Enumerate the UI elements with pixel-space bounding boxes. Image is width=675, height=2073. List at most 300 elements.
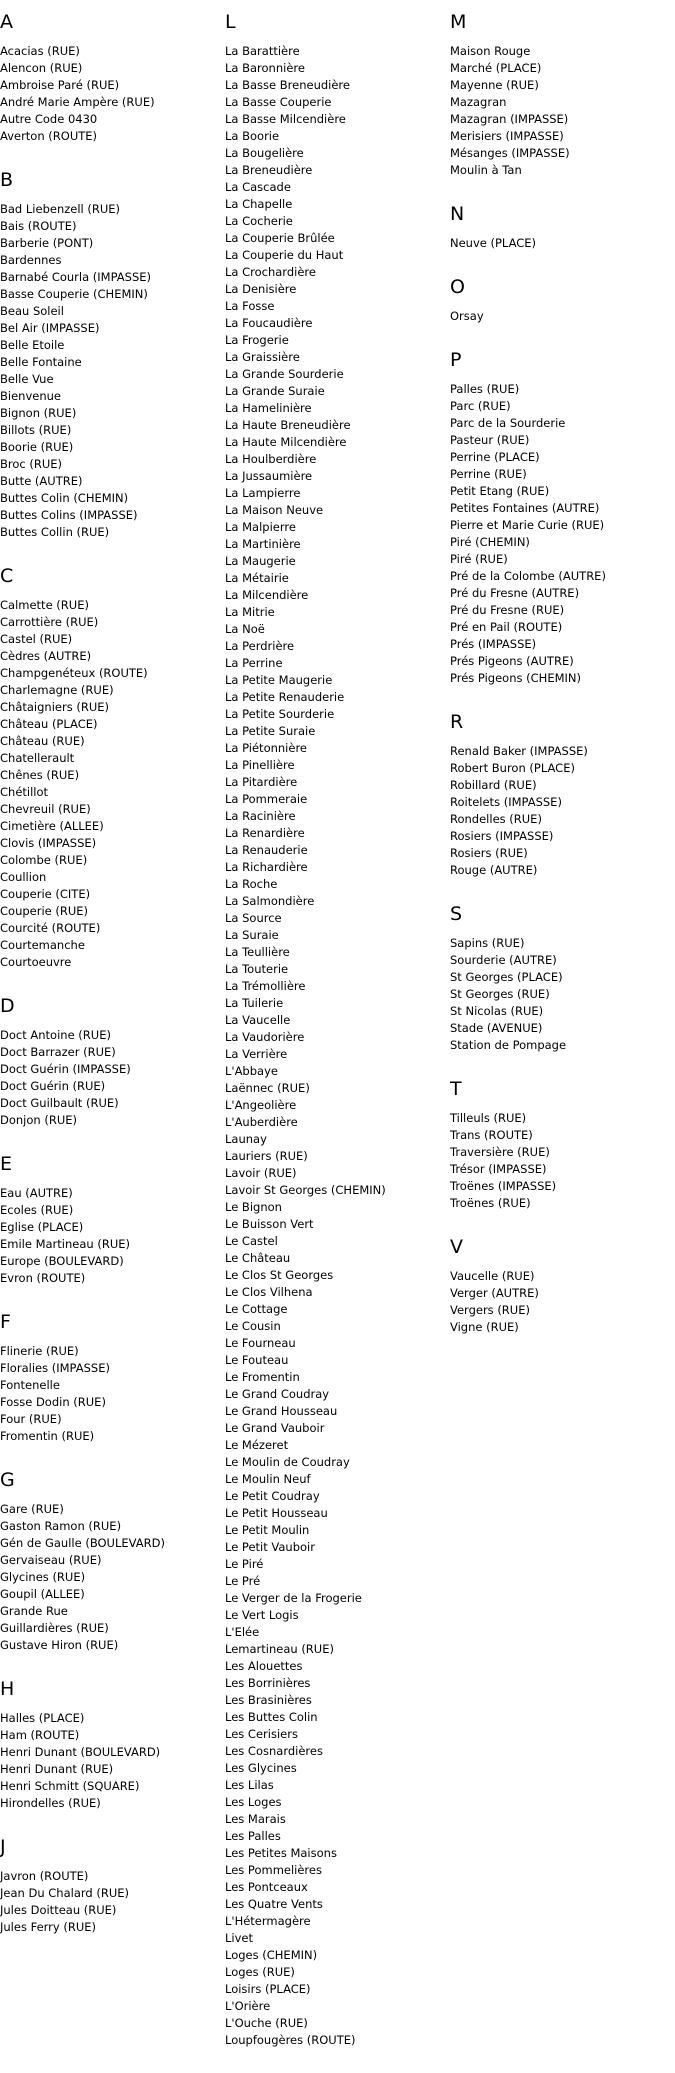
street-name: La Pommeraie xyxy=(225,792,308,806)
letter-section xyxy=(450,1078,670,1212)
street-name: La Racinière xyxy=(225,809,296,823)
street-name: Bais (ROUTE) xyxy=(0,219,77,233)
street-name: Bel Air (IMPASSE) xyxy=(0,321,100,335)
street-name: Clovis (IMPASSE) xyxy=(0,836,97,850)
street-name: Emile Martineau (RUE) xyxy=(0,1237,130,1251)
street-name: Jean Du Chalard (RUE) xyxy=(0,1886,129,1900)
street-name: Chatellerault xyxy=(0,751,75,765)
street-name: Bad Liebenzell (RUE) xyxy=(0,202,121,216)
letter-section xyxy=(450,11,670,179)
street-name: Palles (RUE) xyxy=(450,382,520,396)
street-name: La Petite Renauderie xyxy=(225,690,345,704)
street-name: L'Auberdière xyxy=(225,1115,298,1129)
street-name: Les Borrinières xyxy=(225,1676,311,1690)
street-list xyxy=(450,743,670,879)
street-name: Les Alouettes xyxy=(225,1659,303,1673)
street-name: La Cocherie xyxy=(225,214,293,228)
street-name: Pré en Pail (ROUTE) xyxy=(450,620,563,634)
street-name: La Petite Suraie xyxy=(225,724,316,738)
letter-section xyxy=(225,11,445,2049)
street-name: La Frogerie xyxy=(225,333,289,347)
street-name: Autre Code 0430 xyxy=(0,112,98,126)
street-name: Le Cottage xyxy=(225,1302,288,1316)
letter-section xyxy=(0,11,220,145)
street-name: Doct Barrazer (RUE) xyxy=(0,1045,116,1059)
street-name: Fromentin (RUE) xyxy=(0,1429,95,1443)
street-name: La Salmondière xyxy=(225,894,315,908)
letter-section xyxy=(0,1678,220,1812)
street-name: Les Glycines xyxy=(225,1761,297,1775)
letter-section xyxy=(450,1236,670,1336)
street-name: Parc de la Sourderie xyxy=(450,416,566,430)
street-name: Maison Rouge xyxy=(450,44,531,58)
street-name: Bardennes xyxy=(0,253,62,267)
section-letter-heading: N xyxy=(450,203,465,225)
street-name: Le Verger de la Frogerie xyxy=(225,1591,362,1605)
street-name: Donjon (RUE) xyxy=(0,1113,78,1127)
street-name: Vergers (RUE) xyxy=(450,1303,530,1317)
street-name: La Haute Breneudière xyxy=(225,418,351,432)
street-name: Château (RUE) xyxy=(0,734,85,748)
street-name: Buttes Colins (IMPASSE) xyxy=(0,508,138,522)
street-name: Perrine (RUE) xyxy=(450,467,527,481)
section-letter-heading: E xyxy=(0,1153,13,1175)
letter-section xyxy=(0,1311,220,1445)
street-name: Troënes (RUE) xyxy=(450,1196,531,1210)
street-name: Ham (ROUTE) xyxy=(0,1728,80,1742)
street-name: La Basse Breneudière xyxy=(225,78,350,92)
street-name: Bignon (RUE) xyxy=(0,406,77,420)
street-name: Bienvenue xyxy=(0,389,61,403)
street-name: Buttes Collin (RUE) xyxy=(0,525,110,539)
street-name: Couperie (CITE) xyxy=(0,887,91,901)
street-list xyxy=(450,1110,670,1212)
street-name: Henri Dunant (BOULEVARD) xyxy=(0,1745,161,1759)
street-list xyxy=(0,1501,220,1654)
letter-section xyxy=(0,565,220,971)
street-name: Hirondelles (RUE) xyxy=(0,1796,101,1810)
street-name: L'Orière xyxy=(225,1999,271,2013)
letter-section xyxy=(0,169,220,541)
street-name: Le Grand Coudray xyxy=(225,1387,330,1401)
street-name: La Piétonnière xyxy=(225,741,308,755)
street-name: Pré du Fresne (AUTRE) xyxy=(450,586,580,600)
street-name: Le Fromentin xyxy=(225,1370,300,1384)
street-name: Glycines (RUE) xyxy=(0,1570,86,1584)
street-name: Le Pré xyxy=(225,1574,261,1588)
street-name: La Métairie xyxy=(225,571,289,585)
street-name: St Nicolas (RUE) xyxy=(450,1004,544,1018)
street-name: Henri Schmitt (SQUARE) xyxy=(0,1779,140,1793)
section-letter-heading: G xyxy=(0,1469,15,1491)
street-name: Petit Etang (RUE) xyxy=(450,484,550,498)
street-name: Rosiers (IMPASSE) xyxy=(450,829,554,843)
street-name: La Tuilerie xyxy=(225,996,284,1010)
street-name: Ecoles (RUE) xyxy=(0,1203,74,1217)
street-name: Goupil (ALLEE) xyxy=(0,1587,85,1601)
street-name: Les Marais xyxy=(225,1812,286,1826)
street-name: Le Buisson Vert xyxy=(225,1217,314,1231)
street-name: Gervaiseau (RUE) xyxy=(0,1553,102,1567)
section-letter-heading: B xyxy=(0,169,14,191)
street-column xyxy=(450,11,670,1360)
street-name: Pré du Fresne (RUE) xyxy=(450,603,565,617)
street-name: Le Clos St Georges xyxy=(225,1268,334,1282)
street-name: Sourderie (AUTRE) xyxy=(450,953,557,967)
street-name: Charlemagne (RUE) xyxy=(0,683,114,697)
street-name: La Perdrière xyxy=(225,639,295,653)
street-name: Verger (AUTRE) xyxy=(450,1286,539,1300)
street-name: Mayenne (RUE) xyxy=(450,78,539,92)
street-name: Neuve (PLACE) xyxy=(450,236,537,250)
street-name: La Bougelière xyxy=(225,146,304,160)
street-name: Rosiers (RUE) xyxy=(450,846,528,860)
section-letter-heading: A xyxy=(0,11,13,33)
street-name: Le Petit Vauboir xyxy=(225,1540,315,1554)
street-name: Mésanges (IMPASSE) xyxy=(450,146,570,160)
street-name: Loges (RUE) xyxy=(225,1965,295,1979)
street-name: La Couperie Brûlée xyxy=(225,231,335,245)
street-name: L'Ouche (RUE) xyxy=(225,2016,308,2030)
street-name: La Vaudorière xyxy=(225,1030,305,1044)
street-name: Trésor (IMPASSE) xyxy=(450,1162,547,1176)
street-name: La Basse Couperie xyxy=(225,95,332,109)
street-name: Guillardières (RUE) xyxy=(0,1621,109,1635)
street-name: Alencon (RUE) xyxy=(0,61,83,75)
letter-section xyxy=(0,1153,220,1287)
street-name: Château (PLACE) xyxy=(0,717,98,731)
street-name: La Pitardière xyxy=(225,775,298,789)
street-name: La Pinellière xyxy=(225,758,295,772)
street-name: Moulin à Tan xyxy=(450,163,522,177)
street-list xyxy=(0,1868,220,1936)
street-column xyxy=(0,11,220,1960)
street-name: La Roche xyxy=(225,877,278,891)
street-name: Robillard (RUE) xyxy=(450,778,537,792)
street-name: Le Vert Logis xyxy=(225,1608,299,1622)
section-letter-heading: V xyxy=(450,1236,463,1258)
letter-section xyxy=(0,1469,220,1654)
street-name: Eglise (PLACE) xyxy=(0,1220,84,1234)
street-name: La Malpierre xyxy=(225,520,296,534)
street-name: Courtoeuvre xyxy=(0,955,72,969)
street-name: La Boorie xyxy=(225,129,280,143)
street-name: Les Cerisiers xyxy=(225,1727,298,1741)
section-letter-heading: H xyxy=(0,1678,15,1700)
street-name: La Maugerie xyxy=(225,554,296,568)
street-name: Javron (ROUTE) xyxy=(0,1869,89,1883)
street-name: Renald Baker (IMPASSE) xyxy=(450,744,588,758)
street-name: Butte (AUTRE) xyxy=(0,474,83,488)
street-name: Le Bignon xyxy=(225,1200,282,1214)
street-name: Halles (PLACE) xyxy=(0,1711,85,1725)
street-name: Doct Guilbault (RUE) xyxy=(0,1096,119,1110)
street-name: Basse Couperie (CHEMIN) xyxy=(0,287,148,301)
street-name: Le Petit Coudray xyxy=(225,1489,320,1503)
street-name: Merisiers (IMPASSE) xyxy=(450,129,564,143)
street-name: Les Loges xyxy=(225,1795,282,1809)
street-name: Le Château xyxy=(225,1251,291,1265)
street-name: Le Moulin Neuf xyxy=(225,1472,311,1486)
street-name: La Lampierre xyxy=(225,486,301,500)
street-name: La Trémollière xyxy=(225,979,306,993)
street-name: Europe (BOULEVARD) xyxy=(0,1254,124,1268)
street-list xyxy=(450,935,670,1054)
street-name: Le Mézeret xyxy=(225,1438,289,1452)
letter-section xyxy=(450,903,670,1054)
street-name: Le Fouteau xyxy=(225,1353,289,1367)
street-name: Troënes (IMPASSE) xyxy=(450,1179,557,1193)
street-name: Le Petit Moulin xyxy=(225,1523,310,1537)
street-name: La Couperie du Haut xyxy=(225,248,344,262)
street-name: Lemartineau (RUE) xyxy=(225,1642,334,1656)
street-name: Flinerie (RUE) xyxy=(0,1344,79,1358)
street-name: La Chapelle xyxy=(225,197,293,211)
street-list xyxy=(0,1710,220,1812)
street-name: Doct Guérin (IMPASSE) xyxy=(0,1062,131,1076)
street-name: L'Angeolière xyxy=(225,1098,297,1112)
letter-section xyxy=(0,995,220,1129)
street-name: La Grande Suraie xyxy=(225,384,325,398)
street-list xyxy=(0,1343,220,1445)
street-name: La Martinière xyxy=(225,537,301,551)
street-list xyxy=(0,1185,220,1287)
street-name: Gaston Ramon (RUE) xyxy=(0,1519,122,1533)
street-name: Jules Doitteau (RUE) xyxy=(0,1903,117,1917)
street-name: Fosse Dodin (RUE) xyxy=(0,1395,106,1409)
street-name: Four (RUE) xyxy=(0,1412,62,1426)
street-name: Les Palles xyxy=(225,1829,281,1843)
street-name: Traversière (RUE) xyxy=(450,1145,550,1159)
street-list xyxy=(450,381,670,687)
street-name: Lauriers (RUE) xyxy=(225,1149,308,1163)
street-name: Piré (RUE) xyxy=(450,552,508,566)
street-name: Rondelles (RUE) xyxy=(450,812,542,826)
street-list xyxy=(450,235,670,252)
street-name: Rouge (AUTRE) xyxy=(450,863,538,877)
street-name: Billots (RUE) xyxy=(0,423,72,437)
street-name: La Renauderie xyxy=(225,843,308,857)
street-name: Les Quatre Vents xyxy=(225,1897,323,1911)
street-name: Boorie (RUE) xyxy=(0,440,74,454)
street-name: Ambroise Paré (RUE) xyxy=(0,78,120,92)
street-name: Vaucelle (RUE) xyxy=(450,1269,535,1283)
street-name: Loisirs (PLACE) xyxy=(225,1982,311,1996)
street-name: Mazagran xyxy=(450,95,507,109)
street-name: Orsay xyxy=(450,309,484,323)
street-name: Averton (ROUTE) xyxy=(0,129,98,143)
street-name: Jules Ferry (RUE) xyxy=(0,1920,97,1934)
street-name: L'Elée xyxy=(225,1625,260,1639)
street-name: St Georges (PLACE) xyxy=(450,970,563,984)
street-list xyxy=(225,43,445,2049)
street-name: Pasteur (RUE) xyxy=(450,433,530,447)
street-name: La Touterie xyxy=(225,962,289,976)
street-name: La Basse Milcendière xyxy=(225,112,346,126)
street-name: Laënnec (RUE) xyxy=(225,1081,310,1095)
street-name: Les Brasinières xyxy=(225,1693,312,1707)
street-name: Roitelets (IMPASSE) xyxy=(450,795,562,809)
section-letter-heading: T xyxy=(450,1078,462,1100)
street-name: Les Pontceaux xyxy=(225,1880,308,1894)
street-name: Eau (AUTRE) xyxy=(0,1186,73,1200)
section-letter-heading: F xyxy=(0,1311,11,1333)
street-name: Vigne (RUE) xyxy=(450,1320,519,1334)
street-name: Champgenéteux (ROUTE) xyxy=(0,666,148,680)
street-name: Pré de la Colombe (AUTRE) xyxy=(450,569,606,583)
street-name: Beau Soleil xyxy=(0,304,64,318)
street-name: Courcité (ROUTE) xyxy=(0,921,101,935)
section-letter-heading: C xyxy=(0,565,14,587)
street-name: La Foucaudière xyxy=(225,316,313,330)
section-letter-heading: D xyxy=(0,995,15,1017)
street-column xyxy=(225,11,445,2073)
street-name: Coullion xyxy=(0,870,47,884)
street-name: Barnabé Courla (IMPASSE) xyxy=(0,270,152,284)
street-name: La Houlberdière xyxy=(225,452,317,466)
street-name: La Suraie xyxy=(225,928,279,942)
street-name: Pierre et Marie Curie (RUE) xyxy=(450,518,605,532)
street-list xyxy=(450,43,670,179)
street-list xyxy=(0,1027,220,1129)
street-name: Le Moulin de Coudray xyxy=(225,1455,350,1469)
street-name: Prés Pigeons (CHEMIN) xyxy=(450,671,581,685)
street-name: Gustave Hiron (RUE) xyxy=(0,1638,119,1652)
street-name: Station de Pompage xyxy=(450,1038,567,1052)
letter-section xyxy=(450,349,670,687)
section-letter-heading: S xyxy=(450,903,463,925)
street-name: La Petite Maugerie xyxy=(225,673,333,687)
street-name: La Mitrie xyxy=(225,605,275,619)
street-name: Prés Pigeons (AUTRE) xyxy=(450,654,574,668)
street-name: Robert Buron (PLACE) xyxy=(450,761,575,775)
street-name: L'Abbaye xyxy=(225,1064,278,1078)
street-name: Prés (IMPASSE) xyxy=(450,637,537,651)
street-name: Barberie (PONT) xyxy=(0,236,94,250)
street-name: Carrottière (RUE) xyxy=(0,615,99,629)
street-name: Le Petit Housseau xyxy=(225,1506,328,1520)
street-name: La Source xyxy=(225,911,282,925)
street-name: Le Castel xyxy=(225,1234,278,1248)
street-name: Petites Fontaines (AUTRE) xyxy=(450,501,600,515)
street-name: La Fosse xyxy=(225,299,275,313)
street-name: Chétillot xyxy=(0,785,49,799)
street-name: André Marie Ampère (RUE) xyxy=(0,95,155,109)
street-name: Parc (RUE) xyxy=(450,399,511,413)
letter-section xyxy=(450,276,670,325)
street-name: Courtemanche xyxy=(0,938,85,952)
street-name: Henri Dunant (RUE) xyxy=(0,1762,114,1776)
street-name: La Hamelinière xyxy=(225,401,312,415)
street-name: Lavoir (RUE) xyxy=(225,1166,297,1180)
street-name: Loupfougères (ROUTE) xyxy=(225,2033,356,2047)
street-name: La Perrine xyxy=(225,656,283,670)
street-name: La Cascade xyxy=(225,180,291,194)
street-name: Lavoir St Georges (CHEMIN) xyxy=(225,1183,386,1197)
street-name: Doct Guérin (RUE) xyxy=(0,1079,106,1093)
street-name: Chênes (RUE) xyxy=(0,768,80,782)
street-name: Mazagran (IMPASSE) xyxy=(450,112,569,126)
street-name: Cimetière (ALLEE) xyxy=(0,819,104,833)
letter-section xyxy=(450,711,670,879)
street-name: La Noë xyxy=(225,622,265,636)
street-name: La Jussaumière xyxy=(225,469,313,483)
street-name: Trans (ROUTE) xyxy=(450,1128,533,1142)
street-name: Les Pommelières xyxy=(225,1863,322,1877)
street-name: Sapins (RUE) xyxy=(450,936,525,950)
street-name: Les Lilas xyxy=(225,1778,274,1792)
street-name: Piré (CHEMIN) xyxy=(450,535,530,549)
street-name: La Haute Milcendière xyxy=(225,435,347,449)
street-name: Castel (RUE) xyxy=(0,632,73,646)
street-name: Le Piré xyxy=(225,1557,264,1571)
street-name: La Crochardière xyxy=(225,265,316,279)
street-name: Cèdres (AUTRE) xyxy=(0,649,92,663)
street-name: Launay xyxy=(225,1132,267,1146)
street-name: La Baronnière xyxy=(225,61,305,75)
street-name: Grande Rue xyxy=(0,1604,68,1618)
street-name: La Denisière xyxy=(225,282,297,296)
street-name: Châtaigniers (RUE) xyxy=(0,700,109,714)
street-name: Chevreuil (RUE) xyxy=(0,802,91,816)
street-name: Perrine (PLACE) xyxy=(450,450,540,464)
street-name: La Grande Sourderie xyxy=(225,367,344,381)
street-name: Le Fourneau xyxy=(225,1336,296,1350)
street-name: Couperie (RUE) xyxy=(0,904,89,918)
street-name: La Verrière xyxy=(225,1047,288,1061)
section-letter-heading: R xyxy=(450,711,464,733)
street-name: Le Grand Housseau xyxy=(225,1404,338,1418)
street-name: Les Petites Maisons xyxy=(225,1846,337,1860)
street-name: Colombe (RUE) xyxy=(0,853,88,867)
street-name: Gare (RUE) xyxy=(0,1502,64,1516)
street-name: Doct Antoine (RUE) xyxy=(0,1028,111,1042)
street-name: La Richardière xyxy=(225,860,308,874)
street-name: St Georges (RUE) xyxy=(450,987,550,1001)
section-letter-heading: O xyxy=(450,276,465,298)
street-name: La Renardière xyxy=(225,826,305,840)
street-name: Fontenelle xyxy=(0,1378,60,1392)
street-name: Les Cosnardières xyxy=(225,1744,323,1758)
street-name: Livet xyxy=(225,1931,253,1945)
street-name: La Barattière xyxy=(225,44,300,58)
street-name: La Teullière xyxy=(225,945,290,959)
street-name: La Vaucelle xyxy=(225,1013,291,1027)
street-list xyxy=(450,1268,670,1336)
section-letter-heading: P xyxy=(450,349,462,371)
street-name: La Maison Neuve xyxy=(225,503,324,517)
street-name: Tilleuls (RUE) xyxy=(450,1111,527,1125)
street-list xyxy=(450,308,670,325)
street-name: Broc (RUE) xyxy=(0,457,63,471)
street-name: Evron (ROUTE) xyxy=(0,1271,86,1285)
street-name: L'Hétermagère xyxy=(225,1914,311,1928)
street-name: Belle Fontaine xyxy=(0,355,82,369)
street-name: La Graissière xyxy=(225,350,300,364)
street-name: Belle Vue xyxy=(0,372,54,386)
street-name: La Petite Sourderie xyxy=(225,707,335,721)
section-letter-heading: J xyxy=(0,1836,6,1858)
street-name: La Breneudière xyxy=(225,163,313,177)
street-list xyxy=(0,43,220,145)
street-name: Acacias (RUE) xyxy=(0,44,80,58)
letter-section xyxy=(0,1836,220,1936)
letter-section xyxy=(450,203,670,252)
street-name: Marché (PLACE) xyxy=(450,61,542,75)
street-name: Le Clos Vilhena xyxy=(225,1285,313,1299)
street-list xyxy=(0,597,220,971)
street-name: Les Buttes Colin xyxy=(225,1710,318,1724)
